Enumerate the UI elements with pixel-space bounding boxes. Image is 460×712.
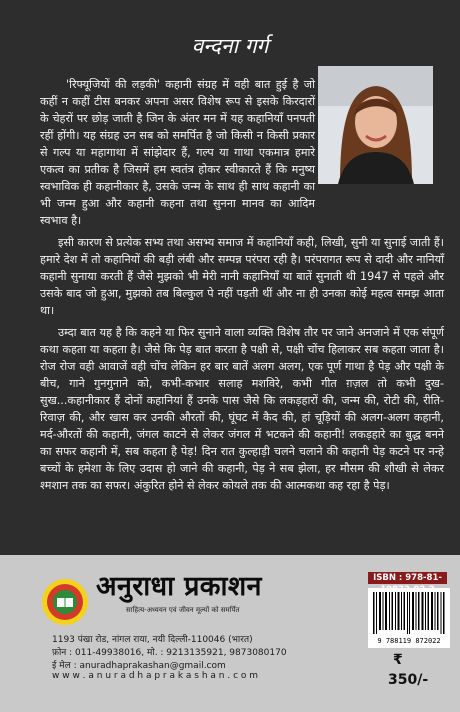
publisher-website: w w w . a n u r a d h a p r a k a s h a n . c o m xyxy=(52,671,259,681)
blurb-paragraph-1: 'रिफ्यूजियों की लड़की' कहानी संग्रह में वही बात हुई है जो कहीं न कहीं टीस बनकर अपना असर विशेष रूप से इसके किरदारों के चेहरों पर छोड़ जाती है जिन के अंतर मन में यह कहानियाँ पनपती रहीं होंगी। यह संग्रह उन सब को समर्पित है जो किसी न किसी प्रकार से गल्प या महागाथा में सांझेदार हैं, गल्प या गाथा एकमात्र हमारे एकत्व का प्रतीक है जिसमें हम स्वतंत्र होकर स्वीकारते हैं कि मनुष्य स्वभाविक ही कहानीकार है, उसके जन्म के साथ ही साथ कहानी का भी जन्म हुआ और कहानी कहना तथा सुनना मानव का आदिम स्वभाव है। xyxy=(40,78,315,227)
isbn-badge: ISBN : 978-81- xyxy=(368,572,447,584)
author-name: वन्दना गर्ग xyxy=(191,34,269,58)
isbn-barcode xyxy=(368,588,450,648)
publisher-address: 1193 पंखा रोड, नांगल राया, नयी दिल्ली-110046 (भारत) xyxy=(52,635,253,645)
publisher-tagline: साहित्य-अध्ययन एवं जीवन मूल्यों को समर्पित xyxy=(126,606,240,614)
price-label: 350/- xyxy=(388,672,429,688)
blurb-paragraph-2: इसी कारण से प्रत्येक सभ्य तथा असभ्य समाज में कहानियाँ कही, लिखी, सुनी या सुनाई जाती हैं। हमारे देश में तो कहानियों की बड़ी लंबी और सम्पन्न परंपरा रही है। परंपरागत रूप से दादी और नानियाँ कहानी सुनाया करती हैं जैसे मुझको भी मेरी नानी कहानियाँ या बातें सुनाती थी 1947 से पहले और उसके बाद जो हुआ, मुझको तब बिल्कुल पे नहीं पड़ती थीं और ना ही उनका कोई महत्व समझ आता था। xyxy=(40,236,444,317)
barcode-digits: 9 788119 872022 xyxy=(377,637,441,645)
publisher-phone: फ़ोन : 011-49938016, मो. : 9213135921, 9873080170 xyxy=(52,648,287,658)
currency-symbol: ₹ xyxy=(393,652,403,668)
publisher-name: अनुराधा प्रकाशन xyxy=(96,571,262,602)
blurb-paragraph-3: उम्दा बात यह है कि कहने या फिर सुनाने वाला व्यक्ति विशेष तौर पर जाने अनजाने में एक संपूर्ण कथा कहता या कहता है। जैसे कि पेड़ बात करता है पक्षी से, पक्षी चोंच हिलाकर सब कहता जाता है। रोज रोज वही आवाजें वही चोंच लेकिन हर बार बातें अलग अलग, एक पूर्ण गाथा है पेड़ और पक्षी के बीच, गाने गुनगुनाने को, कभी-कभार सलाह मशविरे, कभी गीत ग़ज़ल तो कभी दुख-सुख...कहानीकार हैं दोनों कहानियां हैं उनके पास जैसे कि लकड़हारों की, जन्म की, रोटी की, रीति-रिवाज़ की, और खास कर उनकी औरतों की, घूंघट में कैद की, हां चूड़ियों की अलग-अलग कहानी, मर्द-औरतों की कहानी, जंगल काटने से लेकर जंगल में भटकने की कहानी! लकड़हारे का बुद्ध बनने का सफर कहानी में, सब कहता है पेड़! दिन रात कुल्हाड़ी चलने चलाने की कहानी पेड़ कटने पर नन्हे बच्चों के हमेशा के लिए उदास हो जाने की कहानी, पेड़ ने सब झेला, हर मौसम की शौखी से लेकर श्मशान तक का सफर। अंकुरित होने से लेकर कोयले तक की आत्मकथा कह रहा है पेड़। xyxy=(40,326,444,492)
publisher-logo-icon xyxy=(40,577,90,627)
publisher-email: ई मेल : anuradhaprakashan@gmail.com xyxy=(52,661,226,671)
blurb-text xyxy=(40,76,444,499)
